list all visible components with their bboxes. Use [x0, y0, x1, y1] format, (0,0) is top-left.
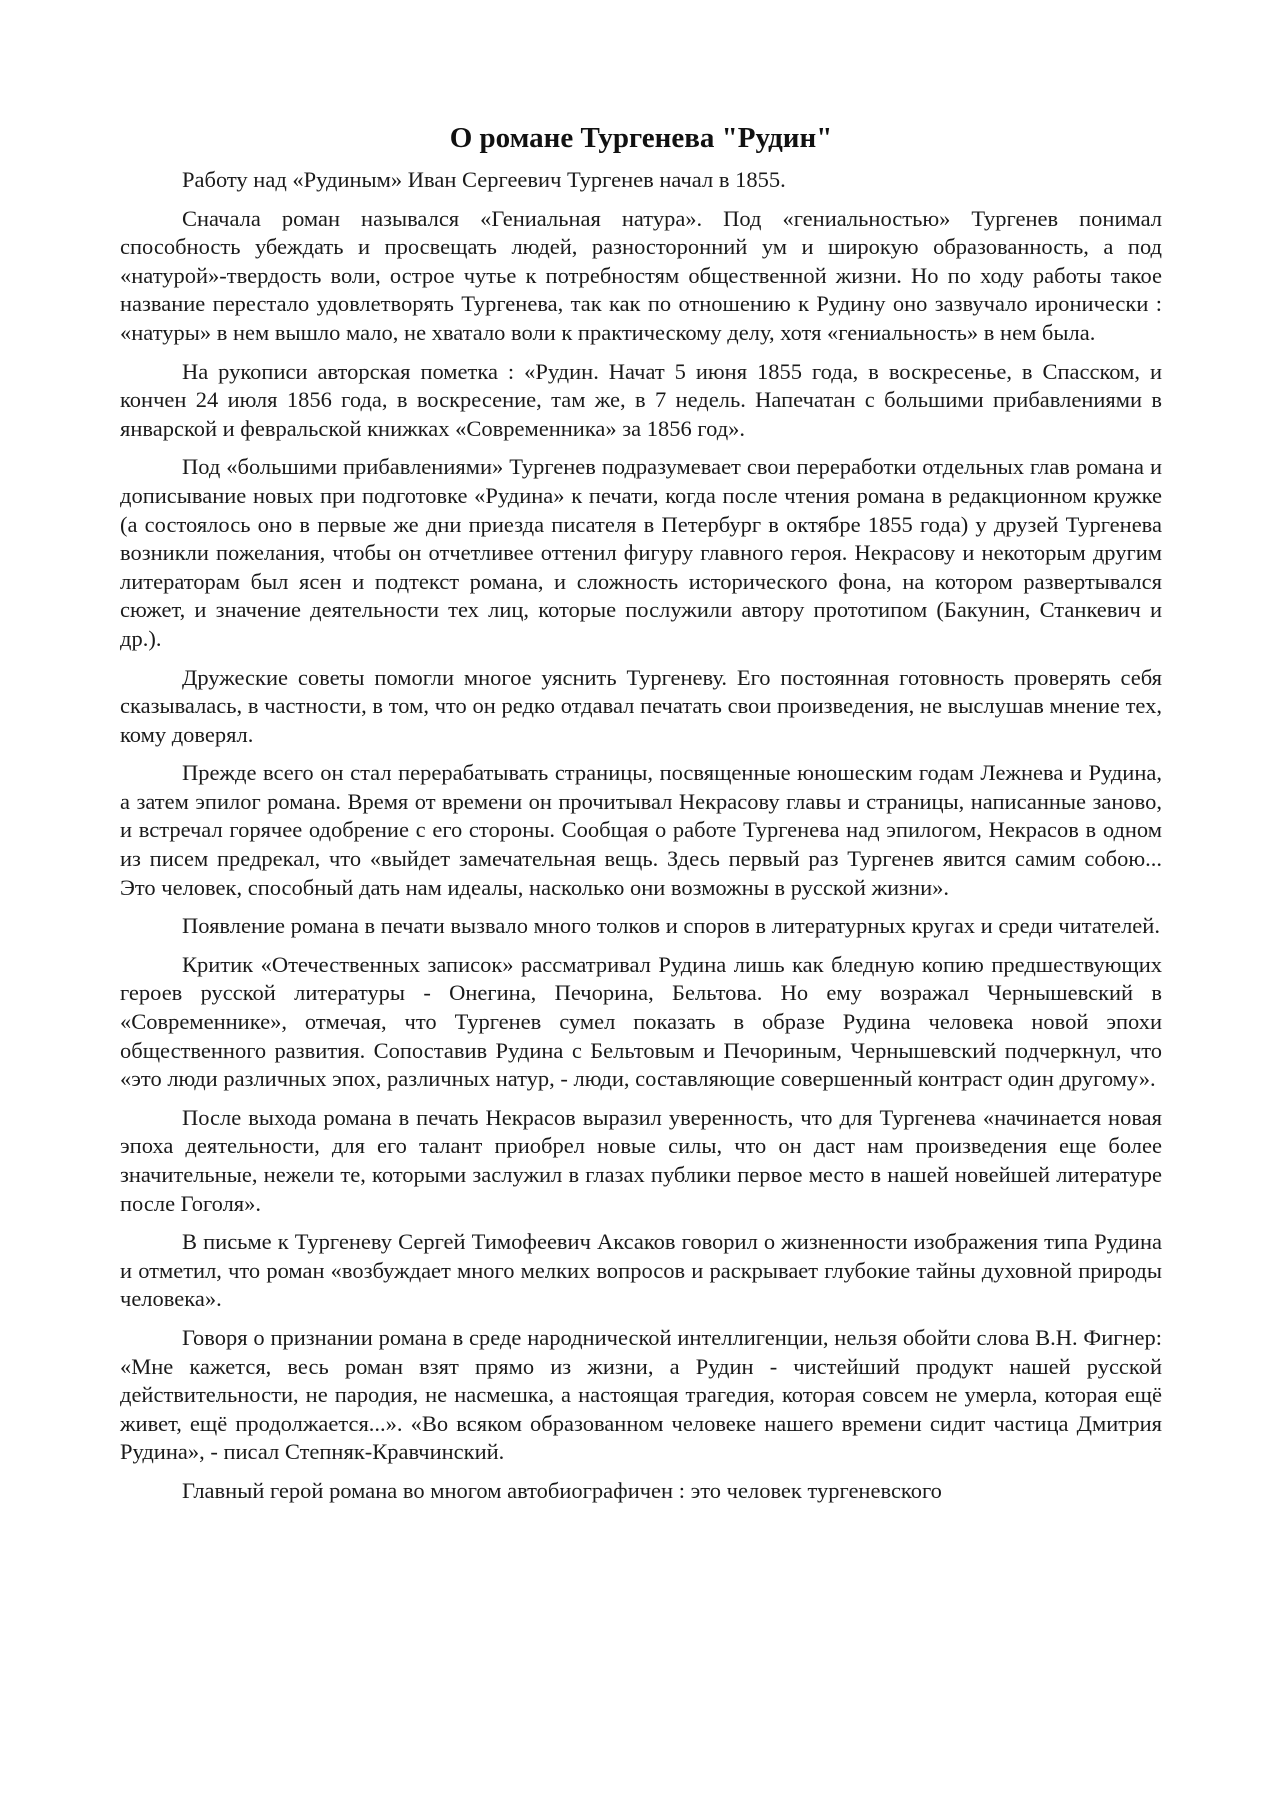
document-title: О романе Тургенева "Рудин": [449, 122, 833, 154]
paragraph-publication-reaction: Появление романа в печати вызвало много толков и споров в литературных кругах и среди читателей.: [182, 913, 1160, 939]
paragraph-manuscript-note: На рукописи авторская пометка : «Рудин. Начат 5 июня 1855 года, в воскресенье, в Спасском, и кончен 24 июля 1856 года, в воскресение, там же, в 7 недель. Напечатан с большими прибавлениями в январской и февральской книжках «Современника» за 1856 год».: [120, 358, 1162, 441]
paragraph-intro: Работу над «Рудиным» Иван Сергеевич Тургенев начал в 1855.: [182, 167, 786, 192]
paragraph-figner: Говоря о признании романа в среде народнической интеллигенции, нельзя обойти слова В.Н. Фигнер: «Мне кажется, весь роман взят прямо из жизни, а Рудин - чистейший продукт нашей русской действительности, не пародия, не насмешка, а настоящая трагедия, которая совсем не умерла, которая ещё живет, ещё продолжается...». «Во всяком образованном человеке нашего времени сидит частица Дмитрия Рудина», - писал Степняк-Кравчинский.: [120, 1324, 1162, 1465]
paragraph-aksakov: В письме к Тургеневу Сергей Тимофеевич Аксаков говорил о жизненности изображения типа Рудина и отметил, что роман «возбуждает много мелких вопросов и раскрывает глубокие тайны духовной природы человека».: [120, 1229, 1162, 1312]
paragraph-nekrasov: После выхода романа в печать Некрасов выразил уверенность, что для Тургенева «начинается новая эпоха деятельности, для его талант приобрел новые силы, что он даст нам произведения еще более значительные, нежели те, которыми заслужил в глазах публики первое место в нашей новейшей литературе после Гоголя».: [120, 1104, 1162, 1216]
paragraph-revisions: Прежде всего он стал перерабатывать страницы, посвященные юношеским годам Лежнева и Рудина, а затем эпилог романа. Время от времени он прочитывал Некрасову главы и страницы, написанные заново, и встречал горячее одобрение с его стороны. Сообщая о работе Тургенева над эпилогом, Некрасов в одном из писем предрекал, что «выйдет замечательная вещь. Здесь первый раз Тургенев явится самим собою... Это человек, способный дать нам идеалы, насколько они возможны в русской жизни».: [120, 760, 1162, 900]
paragraph-friendly-advice: Дружеские советы помогли многое уяснить Тургеневу. Его постоянная готовность проверять себя сказывалась, в частности, в том, что он редко отдавал печатать свои произведения, не выслушав мнение тех, кому доверял.: [120, 664, 1162, 747]
paragraph-main-hero: Главный герой романа во многом автобиографичен : это человек тургеневского: [182, 1477, 942, 1503]
document-body: [120, 120, 1162, 1516]
paragraph-original-title: Сначала роман назывался «Гениальная натура». Под «гениальностью» Тургенев понимал способность убеждать и просвещать людей, разносторонний ум и широкую образованность, а под «натурой»-твердость воли, острое чутье к потребностям общественной жизни. Но по ходу работы такое название перестало удовлетворять Тургенева, так как по отношению к Рудину оно зазвучало иронически : «натуры» в нем вышло мало, не хватало воли к практическому делу, хотя «гениальность» в нем была.: [120, 205, 1162, 345]
paragraph-additions: Под «большими прибавлениями» Тургенев подразумевает свои переработки отдельных глав романа и дописывание новых при подготовке «Рудина» к печати, когда после чтения романа в редакционном кружке (а состоялось оно в первые же дни приезда писателя в Петербург в октябре 1855 года) у друзей Тургенева возникли пожелания, чтобы он отчетливее оттенил фигуру главного героя. Некрасову и некоторым другим литераторам был ясен и подтекст романа, и сложность исторического фона, на котором развертывался сюжет, и значение деятельности тех лиц, которые послужили автору прототипом (Бакунин, Станкевич и др.).: [120, 454, 1162, 651]
paragraph-critics: Критик «Отечественных записок» рассматривал Рудина лишь как бледную копию предшествующих героев русской литературы - Онегина, Печорина, Бельтова. Но ему возражал Чернышевский в «Современнике», отмечая, что Тургенев сумел показать в образе Рудина человека новой эпохи общественного развития. Сопоставив Рудина с Бельтовым и Печориным, Чернышевский подчеркнул, что «это люди различных эпох, различных натур, - люди, составляющие совершенный контраст один другому».: [120, 951, 1162, 1092]
